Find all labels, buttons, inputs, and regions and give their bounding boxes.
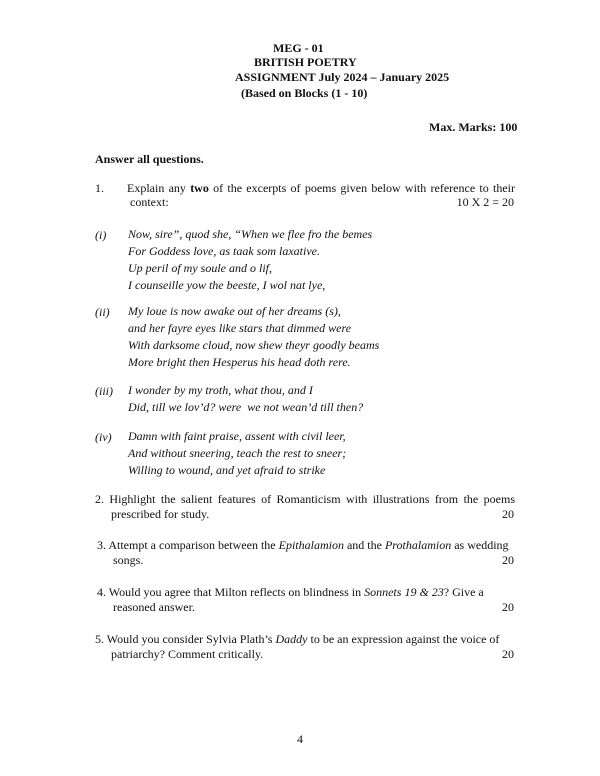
q4-marks: 20 xyxy=(502,600,514,614)
q4-text-line1: 4. Would you agree that Milton reflects on blindness in Sonnets 19 & 23? Give a xyxy=(97,585,484,599)
q2-marks: 20 xyxy=(502,507,514,521)
poem-line: I wonder by my troth, what thou, and I xyxy=(128,383,313,397)
q3-marks: 20 xyxy=(502,553,514,567)
q4-text-line2: reasoned answer. xyxy=(113,600,195,614)
poem-line: I counseille yow the beeste, I wol nat lye, xyxy=(128,278,326,292)
poem-line: With darksome cloud, now shew theyr goodly beams xyxy=(128,338,380,352)
poem-line: Damn with faint praise, assent with civil leer, xyxy=(128,429,346,443)
q1-number: 1. xyxy=(95,181,104,195)
q1-marks: 10 X 2 = 20 xyxy=(456,195,514,209)
q5-marks: 20 xyxy=(502,647,514,661)
q5-text-line2: patriarchy? Comment critically. xyxy=(111,647,264,661)
excerpt-poem xyxy=(128,428,346,479)
q1-text-line1: Explain any two of the excerpts of poems given below with reference to their xyxy=(127,181,515,195)
course-title: BRITISH POETRY xyxy=(254,55,357,69)
max-marks: Max. Marks: 100 xyxy=(429,120,518,134)
q1-text-line2: context: xyxy=(130,195,169,209)
course-code: MEG - 01 xyxy=(273,41,324,55)
poem-line: My loue is now awake out of her dreams (s), xyxy=(128,304,341,318)
blocks-note: (Based on Blocks (1 - 10) xyxy=(241,86,368,100)
q5-text-line1: 5. Would you consider Sylvia Plath’s Daddy to be an expression against the voice of xyxy=(95,632,500,646)
excerpt-label: (ii) xyxy=(95,305,110,319)
q3-text-line2: songs. xyxy=(113,553,144,567)
poem-line: For Goddess love, as taak som laxative. xyxy=(128,244,320,258)
q2-text-line2: prescribed for study. xyxy=(111,507,210,521)
excerpt-label: (iii) xyxy=(95,384,113,398)
q3-text-line1: 3. Attempt a comparison between the Epithalamion and the Prothalamion as wedding xyxy=(97,538,509,552)
poem-line: and her fayre eyes like stars that dimmed were xyxy=(128,321,352,335)
excerpt-poem xyxy=(128,382,363,416)
page-number: 4 xyxy=(297,732,303,746)
excerpt-poem xyxy=(128,226,372,294)
poem-line: And without sneering, teach the rest to sneer; xyxy=(128,446,347,460)
assignment-period: ASSIGNMENT July 2024 – January 2025 xyxy=(235,70,450,84)
poem-line: Now, sire”, quod she, “When we flee fro the bemes xyxy=(128,227,373,241)
excerpt-label: (i) xyxy=(95,228,107,242)
excerpt-poem xyxy=(128,303,379,371)
instruction: Answer all questions. xyxy=(95,152,204,166)
q2-text-line1: 2. Highlight the salient features of Romanticism with illustrations from the poems xyxy=(95,492,515,506)
poem-line: More bright then Hesperus his head doth rere. xyxy=(128,355,351,369)
poem-line: Did, till we lov’d? were we not wean’d till then? xyxy=(128,400,364,414)
poem-line: Willing to wound, and yet afraid to strike xyxy=(128,463,326,477)
excerpt-label: (iv) xyxy=(95,430,112,444)
poem-line: Up peril of my soule and o lif, xyxy=(128,261,272,275)
